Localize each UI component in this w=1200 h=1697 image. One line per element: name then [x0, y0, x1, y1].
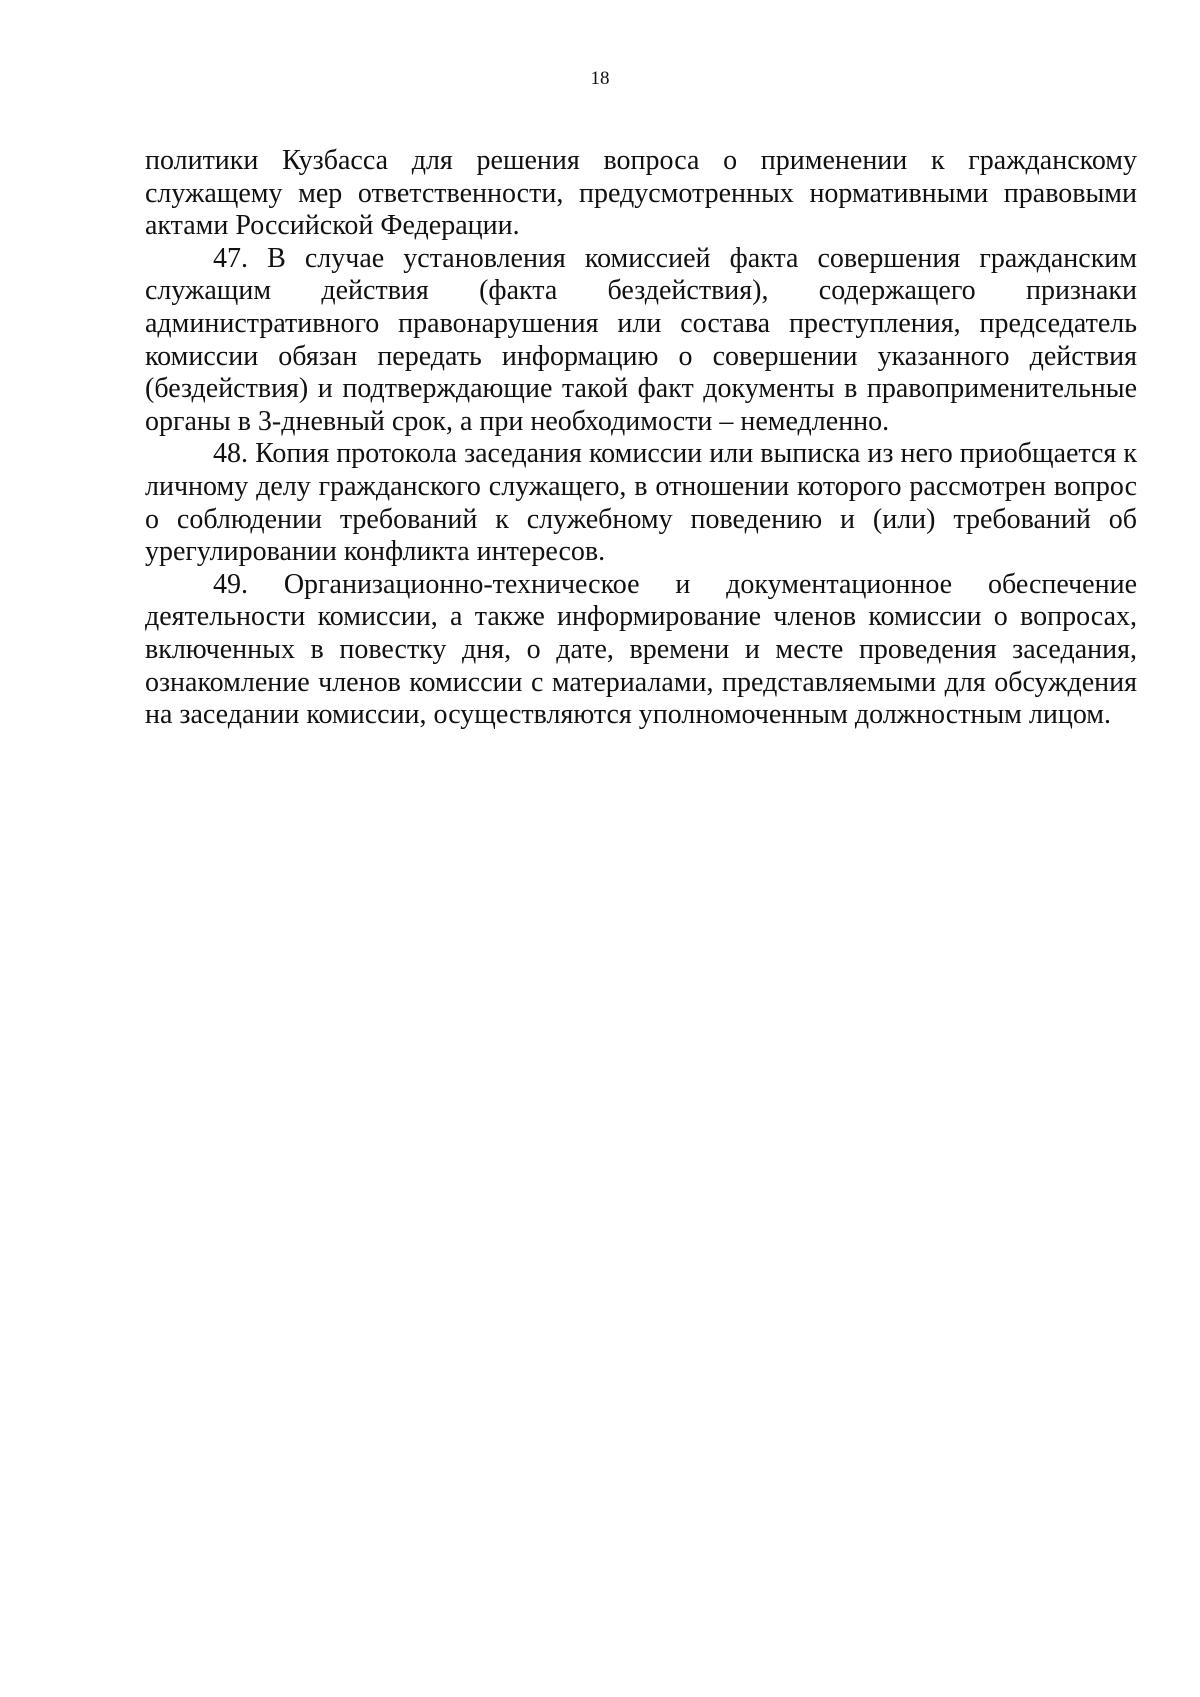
paragraph-47: 47. В случае установления комиссией факта совершения гражданским служащим действия (факта бездействия), содержащего признаки административного правонарушения или состава преступления, председатель комиссии обязан передать информацию о совершении указанного действия (бездействия) и подтверждающие такой факт документы в правоприменительные органы в 3-дневный срок, а при необходимости – немедленно.	[145, 242, 1137, 437]
paragraph-continuation: политики Кузбасса для решения вопроса о применении к гражданскому служащему мер ответственности, предусмотренных нормативными правовыми актами Российской Федерации.	[145, 145, 1137, 242]
paragraph-48: 48. Копия протокола заседания комиссии или выписка из него приобщается к личному делу гражданского служащего, в отношении которого рассмотрен вопрос о соблюдении требований к служебному поведению и (или) требований об урегулировании конфликта интересов.	[145, 438, 1137, 568]
document-body	[145, 145, 1137, 732]
paragraph-49: 49. Организационно-техническое и документационное обеспечение деятельности комиссии, а также информирование членов комиссии о вопросах, включенных в повестку дня, о дате, времени и месте проведения заседания, ознакомление членов комиссии с материалами, представляемыми для обсуждения на заседании комиссии, осуществляются уполномоченным должностным лицом.	[145, 568, 1137, 731]
page-number: 18	[590, 68, 610, 89]
